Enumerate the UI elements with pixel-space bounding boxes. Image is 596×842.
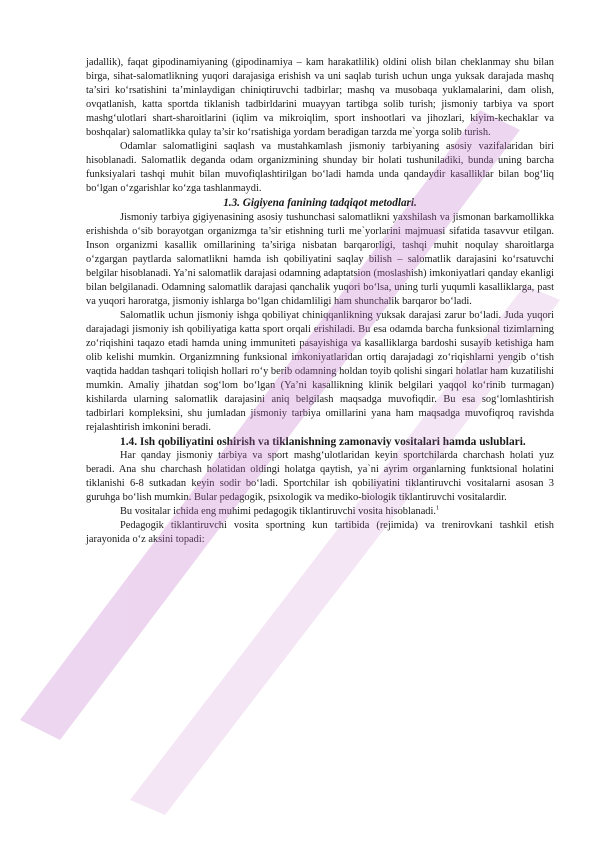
- paragraph-6: [86, 505, 554, 519]
- footnote-mark: 1: [436, 504, 440, 512]
- section-heading-1-4: 1.4. Ish qobiliyatini oshirish va tiklanishning zamonaviy vositalari hamda uslublari.: [120, 435, 526, 448]
- section-heading-1-3: 1.3. Gigiyena fanining tadqiqot metodlari.: [223, 197, 417, 209]
- paragraph-1: jadallik), faqat gipodinamiyaning (gipodinamiya – kam harakatlilik) oldini olish bilan cheklanmay shu bilan birga, sihat-salomatlikning yuqori darajasiga erishish va uni saqlab turish uchun unga yuksak darajada mashq ta’siri ko‘rsatishini ta’minlaydigan chiniqtiruvchi tadbirlar; mashq va musobaqa yuklamalarini, dam olish, ovqatlanish, katta sportda tiklanish tadbirldarini muayyan tartibga solib turish; jismoniy tarbiya va sport mashg‘ulotlari shart-sharoitlarini (iqlim va mikroiqlim, sport inshootlari va jihozlari, kiyim-kechaklar va boshqalar) salomatlikka qulay ta’sir ko‘rsatishiga yordam beradigan tarzda me`yorga solib turish.: [86, 57, 554, 138]
- paragraph-4: Salomatlik uchun jismoniy ishga qobiliyat chiniqqanlikning yuksak darajasi zarur bo‘ladi. Juda yuqori darajadagi jismoniy ish qobiliyatiga katta sport orqali erishiladi. Bu esa odamda barcha funksional tizimlarning zo‘riqishini taqazo etadi hamda uning immuniteti pasayishiga va kasalliklarga bardoshi susayib ketishiga ham olib kelishi mumkin. Organizmning funksional imkoniyatlaridan ortiq darajadagi zo‘riqishlarni yengib o‘tish vaqtida haddan tashqari toliqish hollari ro‘y berib odamning holdan toyib qolishi singari holatlar ham kuzatilishi mumkin. Amaliy jihatdan sog‘lom bo‘lgan (Ya’ni kasallikning klinik belgilari yaqqol ko‘rinib turmagan) kishilarda ularning salomatlik darajasini aniq belgilash maqsadga muvofiqdir. Bu esa sog‘lomlashtirish tadbirlari kompleksini, shu jumladan jismoniy tarbiya omillarini yana ham maqsadga muvofiqroq ravishda rejalashtirish imkonini beradi.: [86, 309, 554, 433]
- paragraph-2: Odamlar salomatligini saqlash va mustahkamlash jismoniy tarbiyaning asosiy vazifalaridan biri hisoblanadi. Salomatlik deganda odam organizmining shunday bir holati tushuniladiki, bunda uning barcha funksiyalari tashqi muhit bilan muvofiqlashtirilgan bo‘ladi hamda unda qandaydir kasalliklar bilan bog‘liq bo‘lgan o‘zgarishlar ko‘zga tashlanmaydi.: [86, 141, 554, 194]
- paragraph-6-text: Bu vositalar ichida eng muhimi pedagogik tiklantiruvchi vosita hisoblanadi.: [120, 506, 436, 518]
- paragraph-3: Jismoniy tarbiya gigiyenasining asosiy tushunchasi salomatlikni yaxshilash va jismonan barkamollikka erishishda o‘sib borayotgan organizmga ta’sir etishning turli me`yorlarini majmuasi sifatida tasavvur etilgan. Inson organizmi kasallik omillarining ta’siriga nisbatan barqarorligi, tashqi muhit noqulay sharoitlarga o‘zgargan paytlarda salomatlikni hamda ish qobiliyatini saqlay bilish – salomatlik darajasini ko‘rsatuvchi belgilar hisoblanadi. Ya’ni salomatlik darajasi odamning adaptatsion (moslashish) imkoniyatlari qanday ekanligi bilan belgilanadi. Odamning salomatlik darajasi qanchalik yuqori bo‘lsa, uning turli yuqumli kasalliklarga, past va yuqori haroratga, jismoniy ishlarga bo‘lgan chidamliligi ham shunchalik barqaror bo‘ladi.: [86, 211, 554, 307]
- paragraph-5: Har qanday jismoniy tarbiya va sport mashg‘ulotlaridan keyin sportchilarda charchash holati yuz beradi. Ana shu charchash holatidan oldingi holatga qaytish, ya`ni ayrim organlarning funktsional holatini tiklanishi 6-8 sutkadan keyin sodir bo‘ladi. Sportchilar ish qobiliyatini tiklantiruvchi vositalarni asosan 3 guruhga bo‘lish mumkin. Bular pedagogik, psixologik va mediko-biologik tiklantiruvchi vositalardir.: [86, 450, 554, 504]
- paragraph-7: Pedagogik tiklantiruvchi vosita sportning kun tartibida (rejimida) va trenirovkani tashkil etish jarayonida o‘z aksini topadi:: [86, 520, 554, 546]
- document-page: [86, 56, 554, 547]
